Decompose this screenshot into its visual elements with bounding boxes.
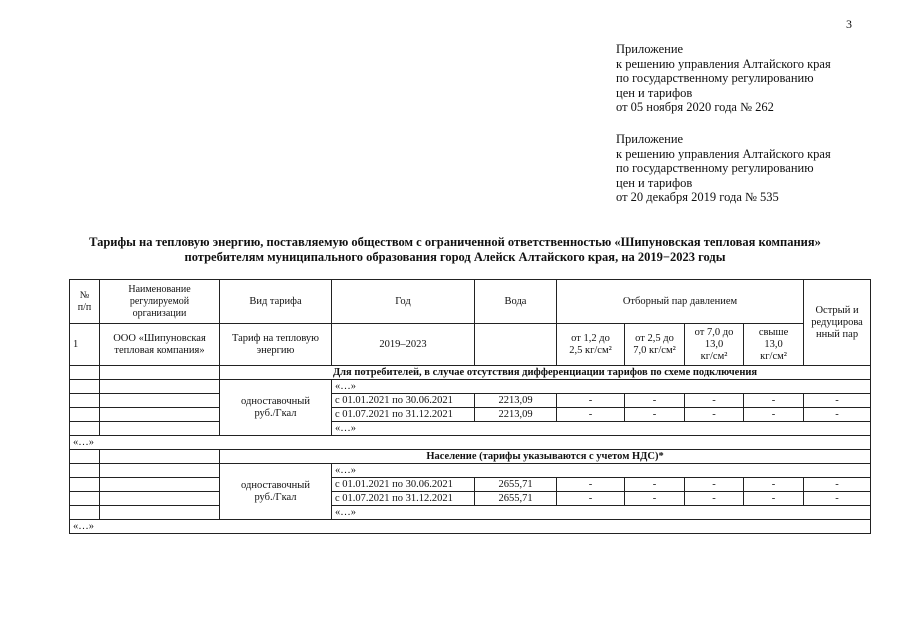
empty-cell [70, 366, 100, 380]
table-row [70, 408, 871, 422]
table-row [70, 464, 871, 478]
period-cell: с 01.07.2021 по 31.12.2021 [332, 408, 475, 422]
empty-cell [100, 394, 220, 408]
ellipsis-cell: «…» [332, 464, 871, 478]
row-num: 1 [70, 324, 100, 366]
section-header-row [70, 450, 871, 464]
tariff-table [69, 279, 871, 534]
empty-cell [100, 450, 220, 464]
pressure-4: свыше 13,0 кг/см² [744, 324, 804, 366]
document-title [60, 235, 850, 265]
period-cell: с 01.01.2021 по 30.06.2021 [332, 394, 475, 408]
dash-cell: - [685, 478, 744, 492]
empty-cell [70, 422, 100, 436]
value-cell: 2655,71 [475, 492, 557, 506]
section-title-2: Население (тарифы указываются с учетом НДС)* [220, 450, 871, 464]
page-number: 3 [846, 17, 852, 31]
empty-cell [70, 506, 100, 520]
empty-cell [70, 492, 100, 506]
ellipsis-cell: «…» [332, 506, 871, 520]
dash-cell: - [744, 408, 804, 422]
appendix-line: от 05 ноября 2020 года № 262 [616, 100, 774, 114]
title-line-1: Тарифы на тепловую энергию, поставляемую обществом с ограниченной ответственностью «Шипуновская тепловая компания» [89, 235, 821, 249]
empty-cell [100, 492, 220, 506]
dash-cell: - [625, 408, 685, 422]
appendix-line: к решению управления Алтайского края [616, 56, 831, 71]
appendix-line: Приложение [616, 132, 684, 146]
appendix-line: по государственному регулированию [616, 71, 814, 85]
table-row [70, 436, 871, 450]
period-cell: с 01.01.2021 по 30.06.2021 [332, 478, 475, 492]
dash-cell: - [744, 394, 804, 408]
table-row [70, 492, 871, 506]
header-steam: Отборный пар давлением [557, 280, 804, 324]
appendix-block-1 [616, 42, 831, 115]
dash-cell: - [685, 492, 744, 506]
section-title-1: Для потребителей, в случае отсутствия дифференциации тарифов по схеме подключения [220, 366, 871, 380]
ellipsis-full-row: «…» [70, 520, 871, 534]
pressure-2: от 2,5 до 7,0 кг/см² [625, 324, 685, 366]
dash-cell: - [557, 408, 625, 422]
empty-cell [100, 464, 220, 478]
section-header-row [70, 366, 871, 380]
appendix-block-2 [616, 132, 831, 205]
table-row [70, 324, 871, 366]
tariff-kind-1: одноставочный руб./Гкал [220, 380, 332, 436]
row-org: ООО «Шипуновская тепловая компания» [100, 324, 220, 366]
pressure-3: от 7,0 до 13,0 кг/см² [685, 324, 744, 366]
table-row [70, 520, 871, 534]
dash-cell: - [804, 478, 871, 492]
dash-cell: - [557, 492, 625, 506]
table-row [70, 380, 871, 394]
empty-cell [100, 380, 220, 394]
empty-cell [70, 380, 100, 394]
empty-cell [100, 506, 220, 520]
period-cell: с 01.07.2021 по 31.12.2021 [332, 492, 475, 506]
empty-cell [70, 408, 100, 422]
empty-cell [100, 408, 220, 422]
dash-cell: - [557, 394, 625, 408]
empty-cell [100, 478, 220, 492]
value-cell: 2213,09 [475, 394, 557, 408]
value-cell: 2213,09 [475, 408, 557, 422]
table-header-row [70, 280, 871, 324]
dash-cell: - [685, 394, 744, 408]
table-row [70, 394, 871, 408]
ellipsis-cell: «…» [332, 380, 871, 394]
ellipsis-cell: «…» [332, 422, 871, 436]
dash-cell: - [685, 408, 744, 422]
dash-cell: - [625, 478, 685, 492]
appendix-line: цен и тарифов [616, 175, 693, 190]
appendix-line: по государственному регулированию [616, 161, 814, 175]
dash-cell: - [804, 408, 871, 422]
dash-cell: - [744, 478, 804, 492]
empty-cell [70, 450, 100, 464]
empty-cell [70, 464, 100, 478]
header-year: Год [332, 280, 475, 324]
row-tariff-type: Тариф на тепловую энергию [220, 324, 332, 366]
header-org: Наименование регулируемой организации [100, 280, 220, 324]
table-row [70, 478, 871, 492]
appendix-line: к решению управления Алтайского края [616, 146, 831, 161]
appendix-line: цен и тарифов [616, 85, 693, 100]
appendix-line: от 20 декабря 2019 года № 535 [616, 190, 779, 204]
appendix-line: Приложение [616, 42, 684, 56]
dash-cell: - [804, 492, 871, 506]
tariff-kind-2: одноставочный руб./Гкал [220, 464, 332, 520]
table-row [70, 422, 871, 436]
header-water: Вода [475, 280, 557, 324]
empty-cell [70, 394, 100, 408]
row-water [475, 324, 557, 366]
header-num: № п/п [70, 280, 100, 324]
dash-cell: - [625, 492, 685, 506]
dash-cell: - [804, 394, 871, 408]
header-tariff-type: Вид тарифа [220, 280, 332, 324]
pressure-1: от 1,2 до 2,5 кг/см² [557, 324, 625, 366]
dash-cell: - [557, 478, 625, 492]
empty-cell [100, 366, 220, 380]
ellipsis-full-row: «…» [70, 436, 871, 450]
table-row [70, 506, 871, 520]
dash-cell: - [625, 394, 685, 408]
row-year: 2019–2023 [332, 324, 475, 366]
value-cell: 2655,71 [475, 478, 557, 492]
dash-cell: - [744, 492, 804, 506]
empty-cell [100, 422, 220, 436]
empty-cell [70, 478, 100, 492]
header-sharp-steam: Острый и редуцирова нный пар [804, 280, 871, 366]
title-line-2: потребителям муниципального образования город Алейск Алтайского края, на 2019−2023 годы [184, 250, 726, 264]
